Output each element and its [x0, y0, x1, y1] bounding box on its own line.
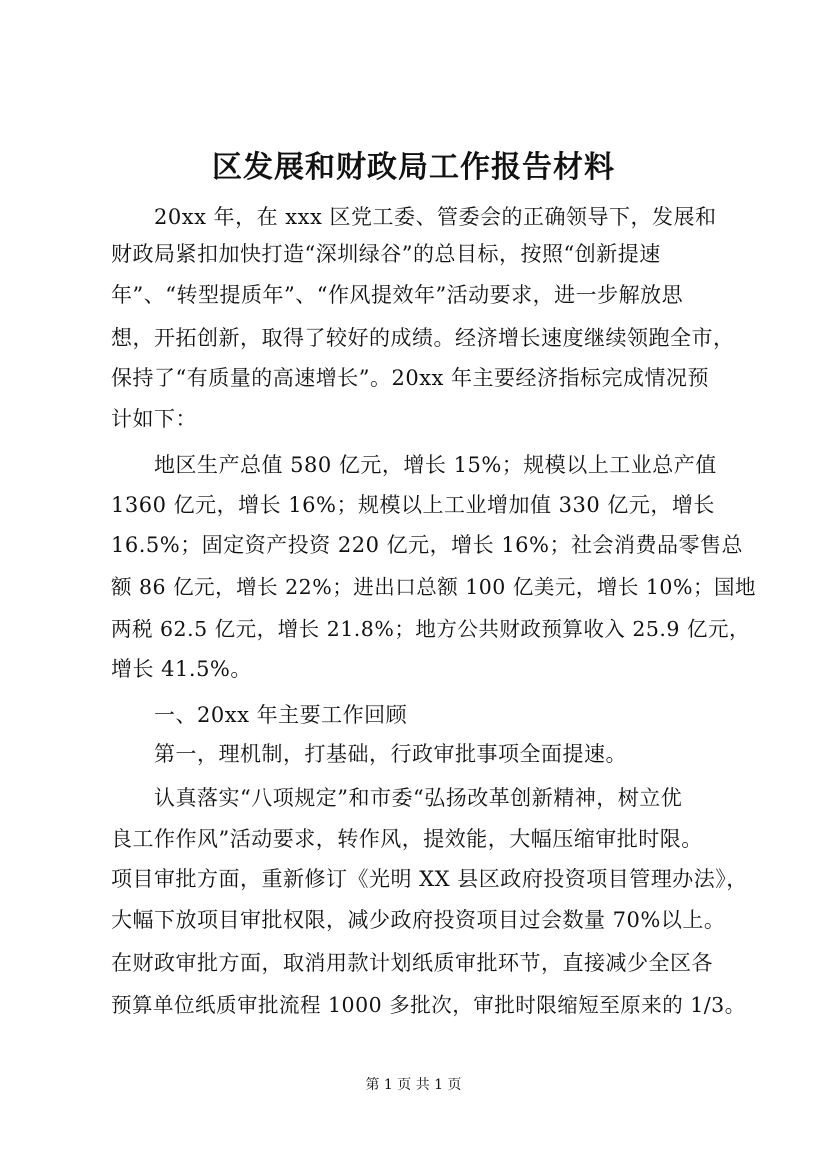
text-line: 财政局紧扣加快打造“深圳绿谷”的总目标，按照“创新提速 — [111, 242, 661, 266]
text-line: 计如下： — [111, 407, 197, 431]
text-line: 项目审批方面，重新修订《光明 XX 县区政府投资项目管理办法》， — [111, 867, 748, 891]
text-line: 1360 亿元，增长 16%；规模以上工业增加值 330 亿元，增长 — [111, 493, 715, 517]
text-line: 年”、“转型提质年”、“作风提效年”活动要求，进一步解放思 — [111, 283, 684, 307]
text-line: 两税 62.5 亿元，增长 21.8%；地方公共财政预算收入 25.9 亿元， — [111, 617, 750, 641]
text-line: 预算单位纸质审批流程 1000 多批次，审批时限缩短至原来的 1/3。 — [111, 993, 746, 1017]
document-title: 区发展和财政局工作报告材料 — [212, 150, 615, 185]
text-line: 地区生产总值 580 亿元，增长 15%；规模以上工业总产值 — [111, 453, 717, 477]
text-line: 16.5%；固定资产投资 220 亿元，增长 16%；社会消费品零售总 — [111, 533, 743, 557]
text-line: 增长 41.5%。 — [111, 657, 252, 681]
text-line: 良工作作风”活动要求，转作风，提效能，大幅压缩审批时限。 — [111, 827, 703, 851]
text-line: 认真落实“八项规定”和市委“弘扬改革创新精神，树立优 — [111, 786, 683, 810]
text-line: 在财政审批方面，取消用款计划纸质审批环节，直接减少全区各 — [111, 951, 713, 975]
text-line: 额 86 亿元，增长 22%；进出口总额 100 亿美元，增长 10%；国地 — [111, 575, 756, 599]
text-line: 大幅下放项目审批权限，减少政府投资项目过会数量 70%以上。 — [111, 908, 726, 932]
text-line: 20xx 年，在 xxx 区党工委、管委会的正确领导下，发展和 — [111, 205, 717, 229]
text-line: 保持了“有质量的高速增长”。20xx 年主要经济指标完成情况预 — [111, 366, 710, 390]
subsection-heading: 第一，理机制，打基础，行政审批事项全面提速。 — [111, 742, 627, 766]
section-heading: 一、20xx 年主要工作回顾 — [111, 703, 408, 727]
text-line: 想，开拓创新，取得了较好的成绩。经济增长速度继续领跑全市， — [111, 326, 735, 350]
page-footer: 第 1 页 共 1 页 — [365, 1077, 462, 1093]
